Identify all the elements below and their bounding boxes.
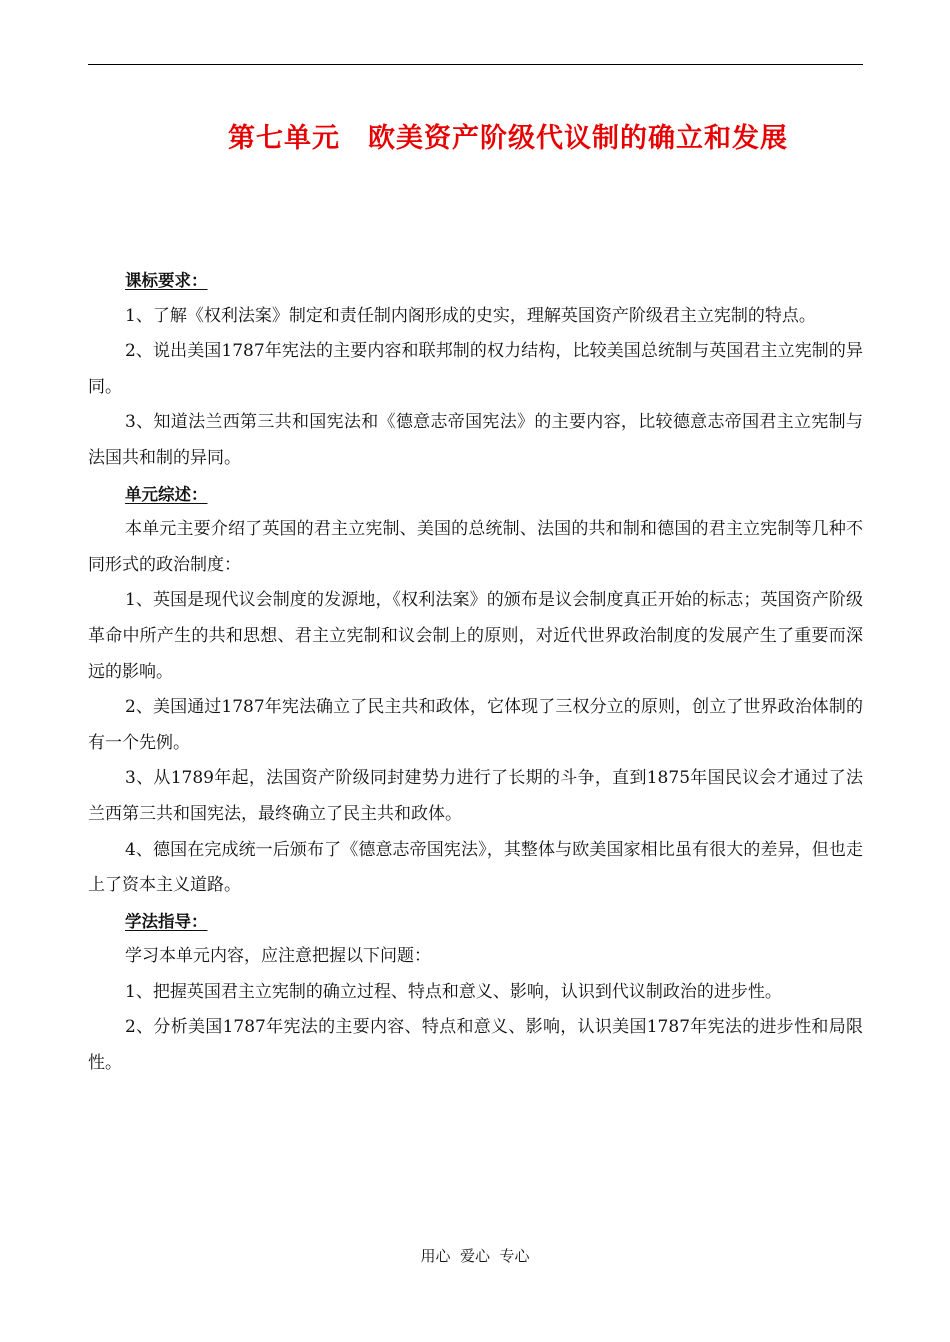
paragraph: 2、美国通过1787年宪法确立了民主共和政体，它体现了三权分立的原则，创立了世界政治体制的有一个先例。 <box>88 697 863 753</box>
paragraph: 2、分析美国1787年宪法的主要内容、特点和意义、影响，认识美国1787年宪法的进步性和局限性。 <box>88 1017 863 1074</box>
document-body <box>88 263 863 1082</box>
paragraph: 1、了解《权利法案》制定和责任制内阁形成的史实，理解英国资产阶级君主立宪制的特点。 <box>125 305 816 326</box>
paragraph: 3、从1789年起，法国资产阶级同封建势力进行了长期的斗争，直到1875年国民议会才通过了法兰西第三共和国宪法，最终确立了民主共和政体。 <box>88 768 863 824</box>
paragraph: 本单元主要介绍了英国的君主立宪制、美国的总统制、法国的共和制和德国的君主立宪制等几种不同形式的政治制度： <box>88 519 863 575</box>
page-title: 第七单元 欧美资产阶级代议制的确立和发展 <box>228 123 788 154</box>
section-heading: 学法指导： <box>125 911 208 931</box>
section-unit-overview <box>88 477 863 904</box>
paragraph: 2、说出美国1787年宪法的主要内容和联邦制的权力结构，比较美国总统制与英国君主立宪制的异同。 <box>88 341 863 397</box>
header-rule <box>88 64 863 65</box>
paragraph: 1、英国是现代议会制度的发源地，《权利法案》的颁布是议会制度真正开始的标志；英国资产阶级革命中所产生的共和思想、君主立宪制和议会制上的原则，对近代世界政治制度的发展产生了重要而深远的影响。 <box>88 590 863 682</box>
paragraph: 4、德国在完成统一后颁布了《德意志帝国宪法》，其整体与欧美国家相比虽有很大的差异，但也走上了资本主义道路。 <box>88 839 863 896</box>
section-study-guidance <box>88 904 863 1082</box>
paragraph: 3、知道法兰西第三共和国宪法和《德意志帝国宪法》的主要内容，比较德意志帝国君主立宪制与法国共和制的异同。 <box>88 412 863 468</box>
paragraph: 学习本单元内容，应注意把握以下问题： <box>125 946 431 967</box>
section-heading: 课标要求： <box>125 271 208 290</box>
paragraph: 1、把握英国君主立宪制的确立过程、特点和意义、影响，认识到代议制政治的进步性。 <box>125 981 782 1002</box>
section-heading: 单元综述： <box>125 484 208 504</box>
section-curriculum-requirements <box>88 263 863 477</box>
page-footer: 用心 爱心 专心 <box>420 1247 530 1265</box>
